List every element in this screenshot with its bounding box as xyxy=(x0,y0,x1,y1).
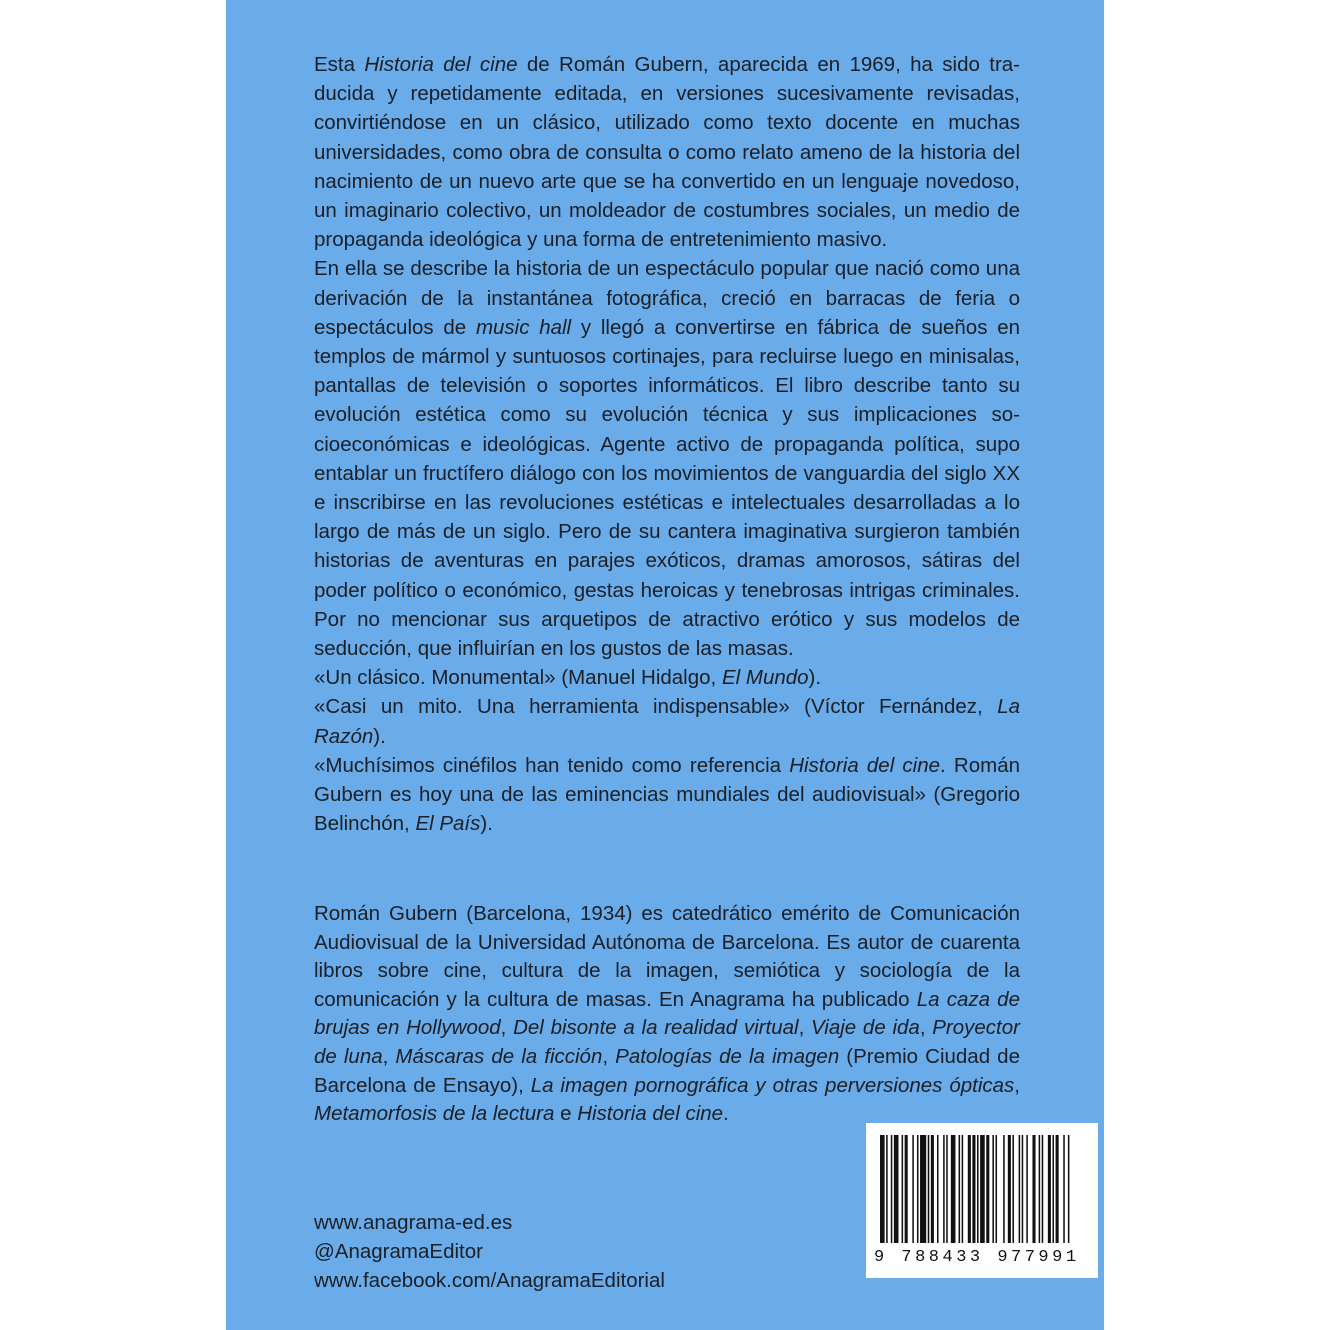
barcode-bar xyxy=(937,1135,939,1243)
barcode-bar xyxy=(917,1135,919,1243)
book-title: Metamorfosis de la lectura xyxy=(314,1102,555,1126)
barcode-bar xyxy=(928,1135,930,1243)
book-title: Historia del cine xyxy=(577,1102,724,1126)
barcode-bar xyxy=(905,1135,908,1243)
barcode-bar xyxy=(962,1135,964,1243)
synopsis-paragraph-2 xyxy=(314,254,1020,663)
book-title: Máscaras de la ficción xyxy=(395,1044,603,1068)
quote-text: «Un clásico. Monumental» (Manuel Hidalgo, xyxy=(314,666,722,690)
separator: , xyxy=(500,1016,514,1040)
author-bio xyxy=(314,900,1020,1129)
quote-text: «Casi un mito. Una herramienta indispensable» (Víctor Fernández, xyxy=(314,695,998,719)
music-hall-italic: music hall xyxy=(475,315,572,339)
back-cover xyxy=(226,0,1104,1330)
barcode-bar xyxy=(968,1135,971,1243)
separator: , xyxy=(798,1016,811,1040)
separator: , xyxy=(1014,1073,1020,1097)
quote-end: ). xyxy=(808,666,822,690)
book-title: La imagen pornográfica y otras perversiones ópticas xyxy=(530,1073,1015,1097)
barcode-bar xyxy=(886,1135,888,1243)
book-title: Patologías de la imagen xyxy=(615,1044,840,1068)
facebook-link[interactable]: www.facebook.com/AnagramaEditorial xyxy=(314,1269,665,1292)
barcode-bar xyxy=(1019,1135,1021,1243)
barcode-bar xyxy=(912,1135,914,1243)
barcode xyxy=(866,1123,1098,1278)
barcode-bar xyxy=(1032,1135,1035,1243)
barcode-bar xyxy=(902,1135,904,1243)
barcode-bar xyxy=(880,1135,885,1243)
barcode-bar xyxy=(1063,1135,1065,1243)
book-title: Viaje de ida xyxy=(810,1016,920,1040)
synopsis-text: de Román Gubern, aparecida en 1969, ha sido traducida y repetidamente editada, en versiones sucesivamente revisadas, convirtiéndose en un clásico, utilizado como texto docente en muchas universidades, como obra de consulta o como relato ameno de la historia del nacimiento de un nuevo arte que se ha convertido en un lenguaje novedoso, un imaginario colectivo, un moldeador de costumbres sociales, un medio de propaganda ideológica y una forma de entretenimiento masivo. xyxy=(314,53,1020,252)
barcode-bar xyxy=(1039,1135,1041,1243)
barcode-bar xyxy=(1003,1135,1005,1243)
separator: e xyxy=(554,1102,578,1126)
bio-text: (Premio Ciudad de Barcelona de Ensayo), xyxy=(314,1044,1020,1097)
barcode-bar xyxy=(959,1135,961,1243)
synopsis-text: En ella se describe la historia de un espectáculo popular que nació como una derivación de la instantánea fotográfica, creció en barracas de feria o espectáculos de xyxy=(314,257,1020,339)
quote-source: El Mundo xyxy=(721,666,809,690)
quote-source: El País xyxy=(415,812,481,836)
barcode-bar xyxy=(1012,1135,1014,1243)
barcode-bar xyxy=(943,1135,945,1243)
synopsis-paragraph-1 xyxy=(314,50,1020,254)
barcode-bar xyxy=(996,1135,998,1243)
separator: . xyxy=(723,1102,729,1126)
barcode-bar xyxy=(1008,1135,1011,1243)
barcode-bar xyxy=(894,1135,899,1243)
barcode-bar xyxy=(1052,1135,1054,1243)
synopsis-text: y llegó a convertirse en fábrica de sueños en templos de mármol y suntuosos cortinajes, para recluirse luego en minisalas, pantallas de televisión o soportes informáticos. El libro describe tanto su evolución estética como su evolución técnica y sus implicaciones socioeconómicas e ideológicas. Agente activo de propaganda política, supo entablar un fructífero diálogo con los movimientos de vanguardia del siglo XX e inscribirse en las revoluciones estéticas e intelectuales desarrolladas a lo largo de más de un siglo. Pero de su cantera imaginativa surgieron también historias de aventuras en parajes exóticos, dramas amorosos, sátiras del poder político o económico, gestas heroicas y tenebrosas intrigas criminales. Por no mencionar sus arquetipos de atractivo erótico y sus modelos de seducción, que influirían en los gustos de las masas. xyxy=(314,315,1020,661)
barcode-bar xyxy=(986,1135,989,1243)
separator: , xyxy=(382,1044,396,1068)
quote-text: «Muchísimos cinéfilos han tenido como referencia xyxy=(314,753,790,777)
separator: , xyxy=(602,1044,616,1068)
barcode-bar xyxy=(1048,1135,1051,1243)
barcode-bar xyxy=(946,1135,948,1243)
quote-end: ). xyxy=(480,812,493,836)
barcode-bar xyxy=(1068,1135,1070,1243)
separator: , xyxy=(919,1016,933,1040)
barcode-bar xyxy=(1022,1135,1024,1243)
quote-source: La Razón xyxy=(314,695,1020,748)
quote-end: ). xyxy=(373,724,386,748)
barcode-bar xyxy=(1026,1135,1028,1243)
publisher-links xyxy=(314,1208,665,1295)
author-bio-paragraph xyxy=(314,900,1020,1129)
barcode-bar xyxy=(931,1135,934,1243)
quote-la-razon xyxy=(314,692,1020,750)
barcode-bar xyxy=(920,1135,926,1243)
synopsis-text: Esta xyxy=(314,53,365,76)
quote-text: . Román Gubern es hoy una de las eminencias mundiales del audiovisual» (Gregorio Belinchón, xyxy=(314,753,1021,836)
barcode-bar xyxy=(972,1135,975,1243)
book-title: Del bisonte a la realidad virtual xyxy=(513,1016,799,1040)
book-title: La caza de brujas en Hollywood xyxy=(314,987,1020,1040)
barcode-bar xyxy=(977,1135,979,1243)
barcode-bars xyxy=(880,1135,1084,1245)
quote-el-pais xyxy=(314,751,1020,839)
synopsis xyxy=(314,50,1020,838)
book-title: Proyector de luna xyxy=(314,1016,1020,1068)
barcode-bar xyxy=(1042,1135,1044,1243)
barcode-bar xyxy=(891,1135,893,1243)
barcode-bar xyxy=(1056,1135,1059,1243)
twitter-handle[interactable]: @AnagramaEditor xyxy=(314,1240,483,1263)
bio-text: Román Gubern (Barcelona, 1934) es catedrático emérito de Comunicación Audiovisual de la Universidad Autónoma de Barcelona. Es autor de cuarenta libros sobre cine, cultura de la imagen, semiótica y sociología de la comunicación y la cultura de masas. En Anagrama ha publicado xyxy=(314,902,1020,1011)
barcode-bar xyxy=(951,1135,956,1243)
book-title-italic: Historia del cine xyxy=(364,53,518,76)
isbn-number: 9 788433 977991 xyxy=(874,1248,1080,1267)
book-title-italic: Historia del cine xyxy=(789,753,941,777)
barcode-bar xyxy=(980,1135,985,1243)
website-link[interactable]: www.anagrama-ed.es xyxy=(314,1211,513,1234)
barcode-bar xyxy=(992,1135,994,1243)
quote-el-mundo xyxy=(314,663,1020,692)
